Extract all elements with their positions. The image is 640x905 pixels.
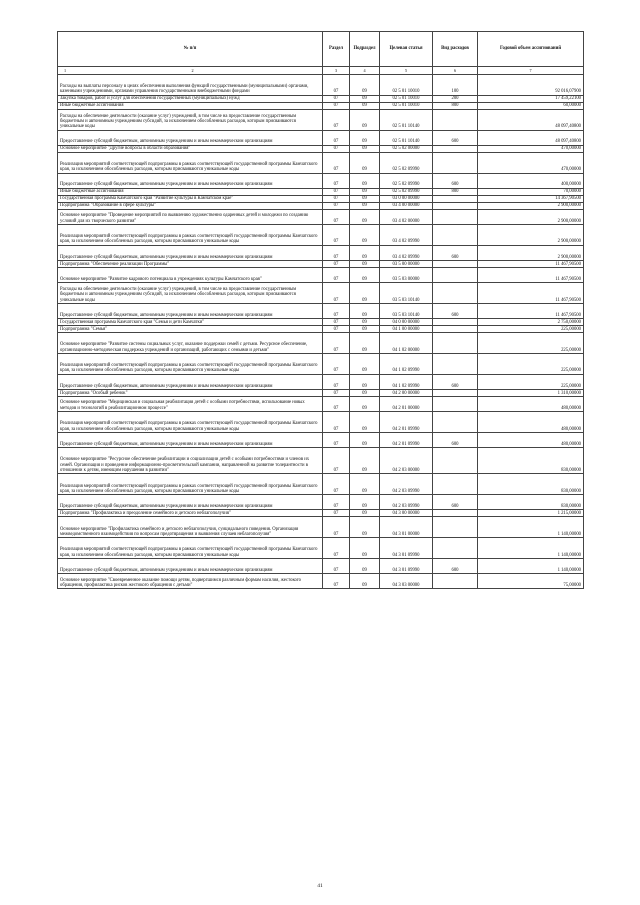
row-amount: 480,00000 <box>478 396 584 411</box>
col-number: 7 <box>478 67 584 75</box>
row-section: 07 <box>323 303 350 318</box>
table-row <box>58 145 584 152</box>
row-section: 07 <box>323 319 350 326</box>
row-amount: 225,00000 <box>478 353 584 374</box>
row-expense-type <box>433 195 478 202</box>
row-expense-type <box>433 202 478 209</box>
table-row <box>58 202 584 209</box>
row-amount: 92 016,07900 <box>478 75 584 96</box>
row-subsection: 09 <box>350 396 380 411</box>
row-expense-type <box>433 283 478 304</box>
row-subsection: 09 <box>350 109 380 130</box>
row-expense-type <box>433 389 478 396</box>
row-amount: 11 467,90500 <box>478 267 584 282</box>
row-expense-type: 200 <box>433 95 478 102</box>
row-amount: 1 310,00000 <box>478 389 584 396</box>
row-expense-type <box>433 474 478 495</box>
row-section: 07 <box>323 245 350 260</box>
header-row <box>58 32 584 67</box>
row-section: 07 <box>323 474 350 495</box>
row-subsection: 09 <box>350 173 380 188</box>
row-name: Реализация мероприятий соответствующей подпрограммы в рамках соответствующей государственной программы Камчатского края, за исключением обособленных расходов, которым присваиваются уникальные коды <box>58 474 323 495</box>
row-expense-type <box>433 267 478 282</box>
row-subsection: 09 <box>350 333 380 354</box>
row-expense-type <box>433 574 478 589</box>
budget-table <box>57 31 584 589</box>
row-name: Основное мероприятие "Развитие кадрового потенциала в учреждениях культуры Камчатского края" <box>58 267 323 282</box>
table-row <box>58 432 584 447</box>
row-amount: 830,00000 <box>478 474 584 495</box>
page-number: 41 <box>317 883 323 889</box>
row-expense-type <box>433 448 478 474</box>
row-section: 07 <box>323 260 350 267</box>
row-amount: 225,00000 <box>478 326 584 333</box>
header-article: Целевая статья <box>380 32 433 67</box>
row-section: 07 <box>323 188 350 195</box>
table-row <box>58 260 584 267</box>
table-row <box>58 245 584 260</box>
row-section: 07 <box>323 209 350 224</box>
row-subsection: 09 <box>350 267 380 282</box>
row-article: 04 3 03 00000 <box>380 574 433 589</box>
row-section: 07 <box>323 389 350 396</box>
row-name: Расходы на выплаты персоналу в целях обеспечения выполнения функций государственными (муниципальными) органами, казенными учреждениями, органами управления государственными внебюджетными фондами <box>58 75 323 96</box>
header-num: № п/п <box>58 32 323 67</box>
table-row <box>58 559 584 574</box>
row-expense-type <box>433 326 478 333</box>
row-name: Иные бюджетные ассигнования <box>58 188 323 195</box>
row-name: Реализация мероприятий соответствующей подпрограммы в рамках соответствующей государственной программы Камчатского края, за исключением обособленных расходов, которым присваиваются уникальные коды <box>58 353 323 374</box>
row-section: 07 <box>323 396 350 411</box>
row-subsection: 09 <box>350 283 380 304</box>
row-expense-type: 600 <box>433 245 478 260</box>
table-body <box>58 75 584 589</box>
row-name: Реализация мероприятий соответствующей подпрограммы в рамках соответствующей государственной программы Камчатского края, за исключением обособленных расходов, которым присваиваются уникальные коды <box>58 224 323 245</box>
row-subsection: 09 <box>350 510 380 517</box>
row-article: 02 5 02 09990 <box>380 173 433 188</box>
row-amount: 60,00000 <box>478 102 584 109</box>
row-article: 04 1 00 00000 <box>380 326 433 333</box>
row-name: Расходы на обеспечение деятельности (оказание услуг) учреждений, в том числе на предоставление государственным бюджетным и автономным учреждениям субсидий, за исключением обособленных расходов, которым присваиваются уникальные коды <box>58 283 323 304</box>
row-subsection: 09 <box>350 353 380 374</box>
table-row <box>58 173 584 188</box>
table-row <box>58 448 584 474</box>
row-expense-type <box>433 396 478 411</box>
row-name: Реализация мероприятий соответствующей подпрограммы в рамках соответствующей государственной программы Камчатского края, за исключением обособленных расходов, которым присваиваются уникальные коды <box>58 152 323 173</box>
table-row <box>58 333 584 354</box>
row-subsection: 09 <box>350 374 380 389</box>
row-article: 03 5 03 10140 <box>380 283 433 304</box>
row-expense-type <box>433 209 478 224</box>
row-article: 02 5 02 00000 <box>380 145 433 152</box>
header-section: Раздел <box>323 32 350 67</box>
row-amount: 225,00000 <box>478 374 584 389</box>
row-expense-type: 600 <box>433 173 478 188</box>
row-article: 03 4 02 09990 <box>380 245 433 260</box>
row-subsection: 09 <box>350 559 380 574</box>
row-article: 02 5 01 10010 <box>380 102 433 109</box>
row-subsection: 09 <box>350 95 380 102</box>
row-expense-type <box>433 510 478 517</box>
table-row <box>58 75 584 96</box>
row-expense-type <box>433 517 478 538</box>
row-section: 07 <box>323 326 350 333</box>
row-subsection: 09 <box>350 102 380 109</box>
row-section: 07 <box>323 374 350 389</box>
row-amount: 17 459,22100 <box>478 95 584 102</box>
row-name: Предоставление субсидий бюджетным, автономным учреждениям и иным некоммерческим организациям <box>58 374 323 389</box>
row-amount: 2 900,00000 <box>478 202 584 209</box>
row-name: Иные бюджетные ассигнования <box>58 102 323 109</box>
row-article: 03 4 02 09990 <box>380 224 433 245</box>
table-row <box>58 130 584 145</box>
row-name: Основное мероприятие "Проведение мероприятий по выявлению художественно одаренных детей и молодежи по созданию условий для их творческого развития" <box>58 209 323 224</box>
row-article: 04 2 01 09990 <box>380 412 433 433</box>
row-section: 07 <box>323 109 350 130</box>
row-section: 07 <box>323 432 350 447</box>
row-expense-type <box>433 333 478 354</box>
row-section: 07 <box>323 202 350 209</box>
table-row <box>58 195 584 202</box>
row-name: Подпрограмма "Образование в сфере культуры" <box>58 202 323 209</box>
row-expense-type: 800 <box>433 102 478 109</box>
table-row <box>58 109 584 130</box>
row-subsection: 09 <box>350 448 380 474</box>
row-name: Предоставление субсидий бюджетным, автономным учреждениям и иным некоммерческим организациям <box>58 130 323 145</box>
table-row <box>58 574 584 589</box>
table-row <box>58 396 584 411</box>
table-row <box>58 102 584 109</box>
row-amount: 830,00000 <box>478 495 584 510</box>
row-expense-type: 600 <box>433 559 478 574</box>
row-article: 02 5 01 10140 <box>380 109 433 130</box>
row-section: 07 <box>323 559 350 574</box>
header-subsection: Подраздел <box>350 32 380 67</box>
row-amount: 470,00000 <box>478 145 584 152</box>
row-name: Предоставление субсидий бюджетным, автономным учреждениям и иным некоммерческим организациям <box>58 495 323 510</box>
table-row <box>58 319 584 326</box>
row-article: 03 4 02 00000 <box>380 209 433 224</box>
row-subsection: 09 <box>350 202 380 209</box>
row-section: 07 <box>323 224 350 245</box>
budget-table-sheet <box>57 31 583 589</box>
row-name: Основное мероприятие "Ресурсное обеспечение реабилитации и социализации детей с особыми потребностями и членов их семей. Организация и проведение информационно-просветительской кампании, направленной на развитие толерантности в отношении к детям, имеющим нарушения в развитии" <box>58 448 323 474</box>
row-subsection: 09 <box>350 495 380 510</box>
row-name: Подпрограмма "Особый ребенок" <box>58 389 323 396</box>
row-amount: 400,00000 <box>478 173 584 188</box>
row-name: Государственная программа Камчатского края "Семья и дети Камчатки" <box>58 319 323 326</box>
row-article: 04 3 00 00000 <box>380 510 433 517</box>
row-amount: 11 467,90500 <box>478 303 584 318</box>
row-amount: 1 140,00000 <box>478 559 584 574</box>
table-row <box>58 152 584 173</box>
row-article: 04 3 01 09990 <box>380 559 433 574</box>
row-name: Расходы на обеспечение деятельности (оказание услуг) учреждений, в том числе на предоставление государственным бюджетным и автономным учреждениям субсидий, за исключением обособленных расходов, которым присваиваются уникальные коды <box>58 109 323 130</box>
row-subsection: 09 <box>350 75 380 96</box>
row-expense-type: 100 <box>433 75 478 96</box>
row-expense-type <box>433 224 478 245</box>
row-name: Основное мероприятие "Своевременное оказание помощи детям, подвергшимся различным формам насилия, жестокого обращения, профилактика рисков жестокого обращения с детьми" <box>58 574 323 589</box>
row-amount: 830,00000 <box>478 448 584 474</box>
row-section: 07 <box>323 102 350 109</box>
row-section: 07 <box>323 538 350 559</box>
row-section: 07 <box>323 173 350 188</box>
row-article: 04 2 01 09990 <box>380 432 433 447</box>
row-name: Предоставление субсидий бюджетным, автономным учреждениям и иным некоммерческим организациям <box>58 173 323 188</box>
row-article: 02 5 02 09990 <box>380 152 433 173</box>
row-article: 04 1 02 00000 <box>380 333 433 354</box>
row-expense-type <box>433 109 478 130</box>
row-amount: 2 900,00000 <box>478 245 584 260</box>
row-section: 07 <box>323 495 350 510</box>
header-amount: Годовой объем ассигнований <box>478 32 584 67</box>
row-section: 07 <box>323 195 350 202</box>
row-subsection: 09 <box>350 538 380 559</box>
table-row <box>58 283 584 304</box>
table-row <box>58 495 584 510</box>
row-subsection: 09 <box>350 432 380 447</box>
table-row <box>58 517 584 538</box>
row-amount: 470,00000 <box>478 152 584 173</box>
row-article: 02 5 02 09990 <box>380 188 433 195</box>
row-name: Предоставление субсидий бюджетным, автономным учреждениям и иным некоммерческим организациям <box>58 432 323 447</box>
row-expense-type: 600 <box>433 432 478 447</box>
row-expense-type <box>433 152 478 173</box>
row-expense-type <box>433 145 478 152</box>
table-row <box>58 95 584 102</box>
row-subsection: 09 <box>350 209 380 224</box>
row-subsection: 09 <box>350 224 380 245</box>
row-article: 03 5 03 10140 <box>380 303 433 318</box>
table-row <box>58 538 584 559</box>
row-expense-type <box>433 538 478 559</box>
row-amount: 11 467,90500 <box>478 283 584 304</box>
row-section: 07 <box>323 283 350 304</box>
row-amount: 480,00000 <box>478 412 584 433</box>
row-article: 04 2 03 00000 <box>380 448 433 474</box>
col-number: 2 <box>191 67 194 73</box>
row-subsection: 09 <box>350 326 380 333</box>
table-row <box>58 474 584 495</box>
header-expense-type: Вид расходов <box>433 32 478 67</box>
row-subsection: 09 <box>350 245 380 260</box>
row-section: 07 <box>323 75 350 96</box>
row-subsection: 09 <box>350 517 380 538</box>
table-row <box>58 267 584 282</box>
row-subsection: 09 <box>350 260 380 267</box>
table-row <box>58 374 584 389</box>
row-expense-type <box>433 353 478 374</box>
row-amount: 225,00000 <box>478 333 584 354</box>
row-name: Основное мероприятие "Профилактика семейного и детского неблагополучия, суицидального поведения. Организация межведомственного взаимодействия по вопросам предотвращения и выявления случаев неблагополучия" <box>58 517 323 538</box>
row-subsection: 09 <box>350 303 380 318</box>
row-name: Предоставление субсидий бюджетным, автономным учреждениям и иным некоммерческим организациям <box>58 559 323 574</box>
row-name: Реализация мероприятий соответствующей подпрограммы в рамках соответствующей государственной программы Камчатского края, за исключением обособленных расходов, которым присваиваются уникальные коды <box>58 538 323 559</box>
row-article: 04 1 02 09990 <box>380 353 433 374</box>
row-name: Подпрограмма "Обеспечение реализации Программы" <box>58 260 323 267</box>
row-name: Подпрограмма "Семья" <box>58 326 323 333</box>
row-amount: 2 900,00000 <box>478 224 584 245</box>
row-article: 02 5 01 10010 <box>380 75 433 96</box>
row-expense-type: 600 <box>433 495 478 510</box>
row-name: Предоставление субсидий бюджетным, автономным учреждениям и иным некоммерческим организациям <box>58 245 323 260</box>
row-subsection: 09 <box>350 145 380 152</box>
row-article: 04 1 02 09990 <box>380 374 433 389</box>
col-number: 3 <box>323 67 350 75</box>
col-number: 6 <box>433 67 478 75</box>
row-article: 03 0 00 00000 <box>380 195 433 202</box>
row-name: Основное мероприятие "Медицинская и социальная реабилитация детей с особыми потребностями, использование новых методов и технологий в реабилитационном процессе" <box>58 396 323 411</box>
row-subsection: 09 <box>350 389 380 396</box>
row-article: 04 2 01 00000 <box>380 396 433 411</box>
table-row <box>58 209 584 224</box>
row-amount: 2 900,00000 <box>478 209 584 224</box>
row-article: 03 5 03 00000 <box>380 267 433 282</box>
row-expense-type: 600 <box>433 303 478 318</box>
row-article: 04 3 01 09990 <box>380 538 433 559</box>
row-section: 07 <box>323 145 350 152</box>
row-expense-type <box>433 319 478 326</box>
row-subsection: 09 <box>350 130 380 145</box>
row-article: 04 2 03 09990 <box>380 495 433 510</box>
table-row <box>58 224 584 245</box>
row-article: 02 5 01 10010 <box>380 95 433 102</box>
row-amount: 70,00000 <box>478 188 584 195</box>
row-subsection: 09 <box>350 574 380 589</box>
row-amount: 75,00000 <box>478 574 584 589</box>
row-article: 04 0 00 00000 <box>380 319 433 326</box>
row-amount: 11 467,90500 <box>478 260 584 267</box>
row-name: Государственная программа Камчатского края "Развитие культуры в Камчатском крае" <box>58 195 323 202</box>
table-row <box>58 389 584 396</box>
row-name: Подпрограмма "Профилактика и преодоление семейного и детского неблагополучия" <box>58 510 323 517</box>
row-article: 02 5 01 10140 <box>380 130 433 145</box>
row-amount: 14 367,90500 <box>478 195 584 202</box>
row-subsection: 09 <box>350 319 380 326</box>
row-section: 07 <box>323 574 350 589</box>
row-section: 07 <box>323 412 350 433</box>
row-section: 07 <box>323 333 350 354</box>
row-subsection: 09 <box>350 195 380 202</box>
col-number <box>58 67 323 75</box>
table-row <box>58 510 584 517</box>
row-section: 07 <box>323 152 350 173</box>
row-subsection: 09 <box>350 412 380 433</box>
row-expense-type <box>433 260 478 267</box>
row-subsection: 09 <box>350 188 380 195</box>
row-name: Основное мероприятие "Другие вопросы в области образования" <box>58 145 323 152</box>
row-section: 07 <box>323 353 350 374</box>
row-amount: 48 097,40800 <box>478 109 584 130</box>
row-article: 04 2 00 00000 <box>380 389 433 396</box>
column-number-row <box>58 67 584 75</box>
row-name: Основное мероприятие "Развитие системы социальных услуг, оказание поддержки семей с детьми. Ресурсное обеспечение, организационно-методическая поддержка учреждений и организаций, работающих с семьями и детьми" <box>58 333 323 354</box>
row-amount: 1 140,00000 <box>478 538 584 559</box>
row-section: 07 <box>323 267 350 282</box>
table-row <box>58 326 584 333</box>
row-name: Закупка товаров, работ и услуг для обеспечения государственных (муниципальных) нужд <box>58 95 323 102</box>
row-section: 07 <box>323 510 350 517</box>
row-subsection: 09 <box>350 474 380 495</box>
row-amount: 2 750,00000 <box>478 319 584 326</box>
table-row <box>58 303 584 318</box>
col-number: 5 <box>380 67 433 75</box>
col-number: 1 <box>63 67 67 73</box>
row-section: 07 <box>323 130 350 145</box>
col-number: 4 <box>350 67 380 75</box>
row-article: 04 3 01 00000 <box>380 517 433 538</box>
row-amount: 1 140,00000 <box>478 517 584 538</box>
table-row <box>58 188 584 195</box>
table-row <box>58 353 584 374</box>
row-section: 07 <box>323 448 350 474</box>
row-article: 03 5 00 00000 <box>380 260 433 267</box>
row-section: 07 <box>323 517 350 538</box>
row-article: 04 2 03 09990 <box>380 474 433 495</box>
row-name: Реализация мероприятий соответствующей подпрограммы в рамках соответствующей государственной программы Камчатского края, за исключением обособленных расходов, которым присваиваются уникальные коды <box>58 412 323 433</box>
row-name: Предоставление субсидий бюджетным, автономным учреждениям и иным некоммерческим организациям <box>58 303 323 318</box>
table-row <box>58 412 584 433</box>
row-article: 03 4 00 00000 <box>380 202 433 209</box>
row-expense-type <box>433 412 478 433</box>
row-amount: 480,00000 <box>478 432 584 447</box>
row-subsection: 09 <box>350 152 380 173</box>
row-expense-type: 800 <box>433 188 478 195</box>
row-expense-type: 600 <box>433 374 478 389</box>
row-expense-type: 600 <box>433 130 478 145</box>
row-amount: 1 215,00000 <box>478 510 584 517</box>
row-amount: 48 097,40800 <box>478 130 584 145</box>
row-section: 07 <box>323 95 350 102</box>
